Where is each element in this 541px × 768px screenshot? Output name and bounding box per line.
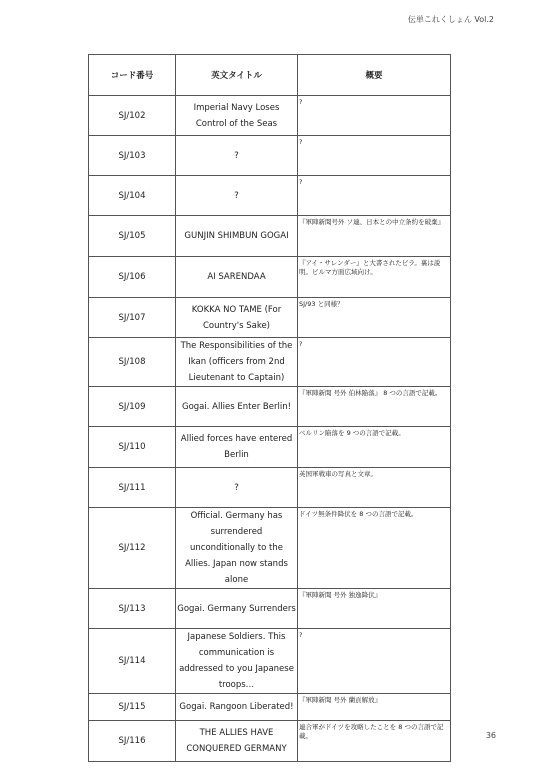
title-cell: Gogai. Allies Enter Berlin!: [176, 387, 298, 427]
table-row: [89, 176, 451, 216]
title-cell: The Responsibilities of the Ikan (officers from 2nd Lieutenant to Captain): [176, 338, 298, 387]
page-number: 36: [485, 731, 496, 740]
code-cell: SJ/115: [89, 694, 176, 721]
title-cell: KOKKA NO TAME (For Country's Sake): [176, 298, 298, 338]
title-cell: Japanese Soldiers. This communication is addressed to you Japanese troops…: [176, 629, 298, 694]
title-cell: ?: [176, 136, 298, 176]
code-cell: SJ/114: [89, 629, 176, 694]
summary-cell: ?: [298, 176, 451, 216]
table-row: [89, 694, 451, 721]
title-cell: Official. Germany has surrendered unconditionally to the Allies. Japan now stands alone: [176, 508, 298, 589]
table-row: [89, 387, 451, 427]
column-header-code: コード番号: [89, 55, 176, 96]
code-cell: SJ/106: [89, 257, 176, 298]
title-cell: Gogai. Rangoon Liberated!: [176, 694, 298, 721]
leaflet-table: [88, 54, 451, 762]
code-cell: SJ/112: [89, 508, 176, 589]
column-header-title: 英文タイトル: [176, 55, 298, 96]
table-row: [89, 338, 451, 387]
code-cell: SJ/116: [89, 721, 176, 762]
table-row: [89, 136, 451, 176]
summary-cell: 英国軍戦車の写真と文章。: [298, 468, 451, 508]
title-cell: GUNJIN SHIMBUN GOGAI: [176, 216, 298, 257]
summary-cell: 連合軍がドイツを攻略したことを 8 つの言語で記載。: [298, 721, 451, 762]
summary-cell: 『アイ・サレンダー』と大書されたビラ。裏は説明。ビルマ方面広域向け。: [298, 257, 451, 298]
summary-cell: 『軍陣新聞 号外 独逸降伏』: [298, 589, 451, 629]
title-cell: Imperial Navy Loses Control of the Seas: [176, 96, 298, 136]
code-cell: SJ/105: [89, 216, 176, 257]
code-cell: SJ/103: [89, 136, 176, 176]
summary-cell: 『軍陣新聞 号外 伯林陥落』 8 つの言語で記載。: [298, 387, 451, 427]
title-cell: Allied forces have entered Berlin: [176, 427, 298, 468]
code-cell: SJ/108: [89, 338, 176, 387]
running-header: 伝単これくしょん Vol.2: [407, 15, 494, 24]
title-cell: ?: [176, 176, 298, 216]
table-row: [89, 589, 451, 629]
summary-cell: SJ/93 と同様？: [298, 298, 451, 338]
table-row: [89, 508, 451, 589]
code-cell: SJ/104: [89, 176, 176, 216]
summary-cell: 『軍陣新聞 号外 蘭貢解放』: [298, 694, 451, 721]
table-row: [89, 468, 451, 508]
table-row: [89, 629, 451, 694]
table-row: [89, 216, 451, 257]
title-cell: AI SARENDAA: [176, 257, 298, 298]
summary-cell: 『軍陣新聞号外 ソ連、日本との中立条約を破棄』: [298, 216, 451, 257]
summary-cell: ?: [298, 96, 451, 136]
summary-cell: ?: [298, 629, 451, 694]
summary-cell: ?: [298, 136, 451, 176]
table-row: [89, 721, 451, 762]
title-cell: ?: [176, 468, 298, 508]
table-row: [89, 96, 451, 136]
column-header-summary: 概要: [298, 55, 451, 96]
summary-cell: ドイツ無条件降伏を 8 つの言語で記載。: [298, 508, 451, 589]
code-cell: SJ/109: [89, 387, 176, 427]
title-cell: Gogai. Germany Surrenders: [176, 589, 298, 629]
code-cell: SJ/111: [89, 468, 176, 508]
summary-cell: ベルリン陥落を 9 つの言語で記載。: [298, 427, 451, 468]
title-cell: THE ALLIES HAVE CONQUERED GERMANY: [176, 721, 298, 762]
summary-cell: ?: [298, 338, 451, 387]
table-row: [89, 298, 451, 338]
code-cell: SJ/107: [89, 298, 176, 338]
table-row: [89, 427, 451, 468]
table-header-row: [89, 55, 451, 96]
code-cell: SJ/110: [89, 427, 176, 468]
code-cell: SJ/102: [89, 96, 176, 136]
table-row: [89, 257, 451, 298]
code-cell: SJ/113: [89, 589, 176, 629]
